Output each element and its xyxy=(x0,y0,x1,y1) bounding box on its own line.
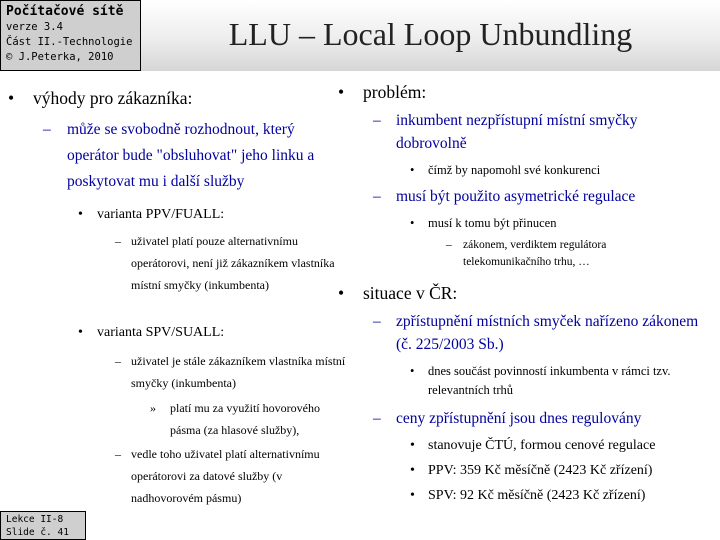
dash-marker: – xyxy=(373,313,381,330)
dash-marker: – xyxy=(373,112,381,129)
course-copyright: © J.Peterka, 2010 xyxy=(6,51,114,63)
dash-marker: – xyxy=(446,239,452,251)
slide-info-box xyxy=(0,511,86,540)
dash-marker: – xyxy=(115,354,121,368)
problem-2: musí být použito asymetrické regulace xyxy=(396,188,636,205)
dash-marker: – xyxy=(373,188,381,205)
dash-marker: – xyxy=(43,121,51,138)
spv-detail-2: vedle toho uživatel platí alternativnímu operátorovi za datové služby (v nadhovorovém pásmu) xyxy=(131,447,320,505)
bullet-marker: • xyxy=(8,88,15,108)
left-point: může se svobodně rozhodnout, který operátor bude "obsluhovat" jeho linku a poskytovat mu i další služby xyxy=(67,121,315,190)
bullet-marker: • xyxy=(78,325,83,340)
bullet-marker: • xyxy=(410,438,415,453)
ppv-detail: uživatel platí pouze alternativnímu operátorovi, není již zákazníkem vlastníka místní smyčky (inkumbenta) xyxy=(131,234,335,292)
problem-heading: problém: xyxy=(363,82,427,102)
problem-2-sub: musí k tomu být přinucen xyxy=(428,216,557,230)
guillemet-marker: » xyxy=(150,401,156,415)
dash-marker: – xyxy=(115,234,121,248)
situation-1: zpřístupnění místních smyček nařízeno zákonem (č. 225/2003 Sb.) xyxy=(396,313,699,353)
lecture-number: Lekce II-8 xyxy=(6,514,64,525)
problem-1-sub: čímž by napomohl své konkurenci xyxy=(428,163,601,177)
slide-title: LLU – Local Loop Unbundling xyxy=(228,16,633,52)
situation-2-sub-2: PPV: 359 Kč měsíčně (2423 Kč zřízení) xyxy=(428,463,653,478)
left-heading: výhody pro zákazníka: xyxy=(33,88,193,108)
course-info-box xyxy=(0,0,141,71)
bullet-marker: • xyxy=(410,488,415,503)
bullet-marker: • xyxy=(78,207,83,222)
spv-detail: uživatel je stále zákazníkem vlastníka místní smyčky (inkumbenta) xyxy=(131,354,346,390)
situation-2-sub-1: stanovuje ČTÚ, formou cenové regulace xyxy=(428,438,656,453)
variant-ppv: varianta PPV/FUALL: xyxy=(97,207,225,222)
course-version: verze 3.4 xyxy=(6,21,63,33)
bullet-marker: • xyxy=(410,364,415,378)
bullet-marker: • xyxy=(410,216,415,230)
situation-1-sub: dnes součást povinností inkumbenta v rámci tzv. relevantních trhů xyxy=(428,364,671,397)
dash-marker: – xyxy=(115,447,121,461)
situation-2-sub-3: SPV: 92 Kč měsíčně (2423 Kč zřízení) xyxy=(428,488,646,503)
bullet-marker: • xyxy=(338,283,345,303)
dash-marker: – xyxy=(373,410,381,427)
situation-heading: situace v ČR: xyxy=(363,283,458,303)
bullet-marker: • xyxy=(410,163,415,177)
bullet-marker: • xyxy=(338,82,345,102)
variant-spv: varianta SPV/SUALL: xyxy=(97,325,225,340)
problem-1: inkumbent nezpřístupní místní smyčky dobrovolně xyxy=(396,112,638,152)
bullet-marker: • xyxy=(410,463,415,478)
situation-2: ceny zpřístupnění jsou dnes regulovány xyxy=(396,410,642,427)
course-title: Počítačové sítě xyxy=(6,4,124,19)
slide-number: Slide č. 41 xyxy=(6,527,69,538)
spv-sub: platí mu za využití hovorového pásma (za hlasové služby), xyxy=(170,401,320,437)
course-part: Část II.-Technologie xyxy=(6,36,133,48)
problem-2-subsub: zákonem, verdiktem regulátora telekomunikačního trhu, … xyxy=(463,239,607,268)
